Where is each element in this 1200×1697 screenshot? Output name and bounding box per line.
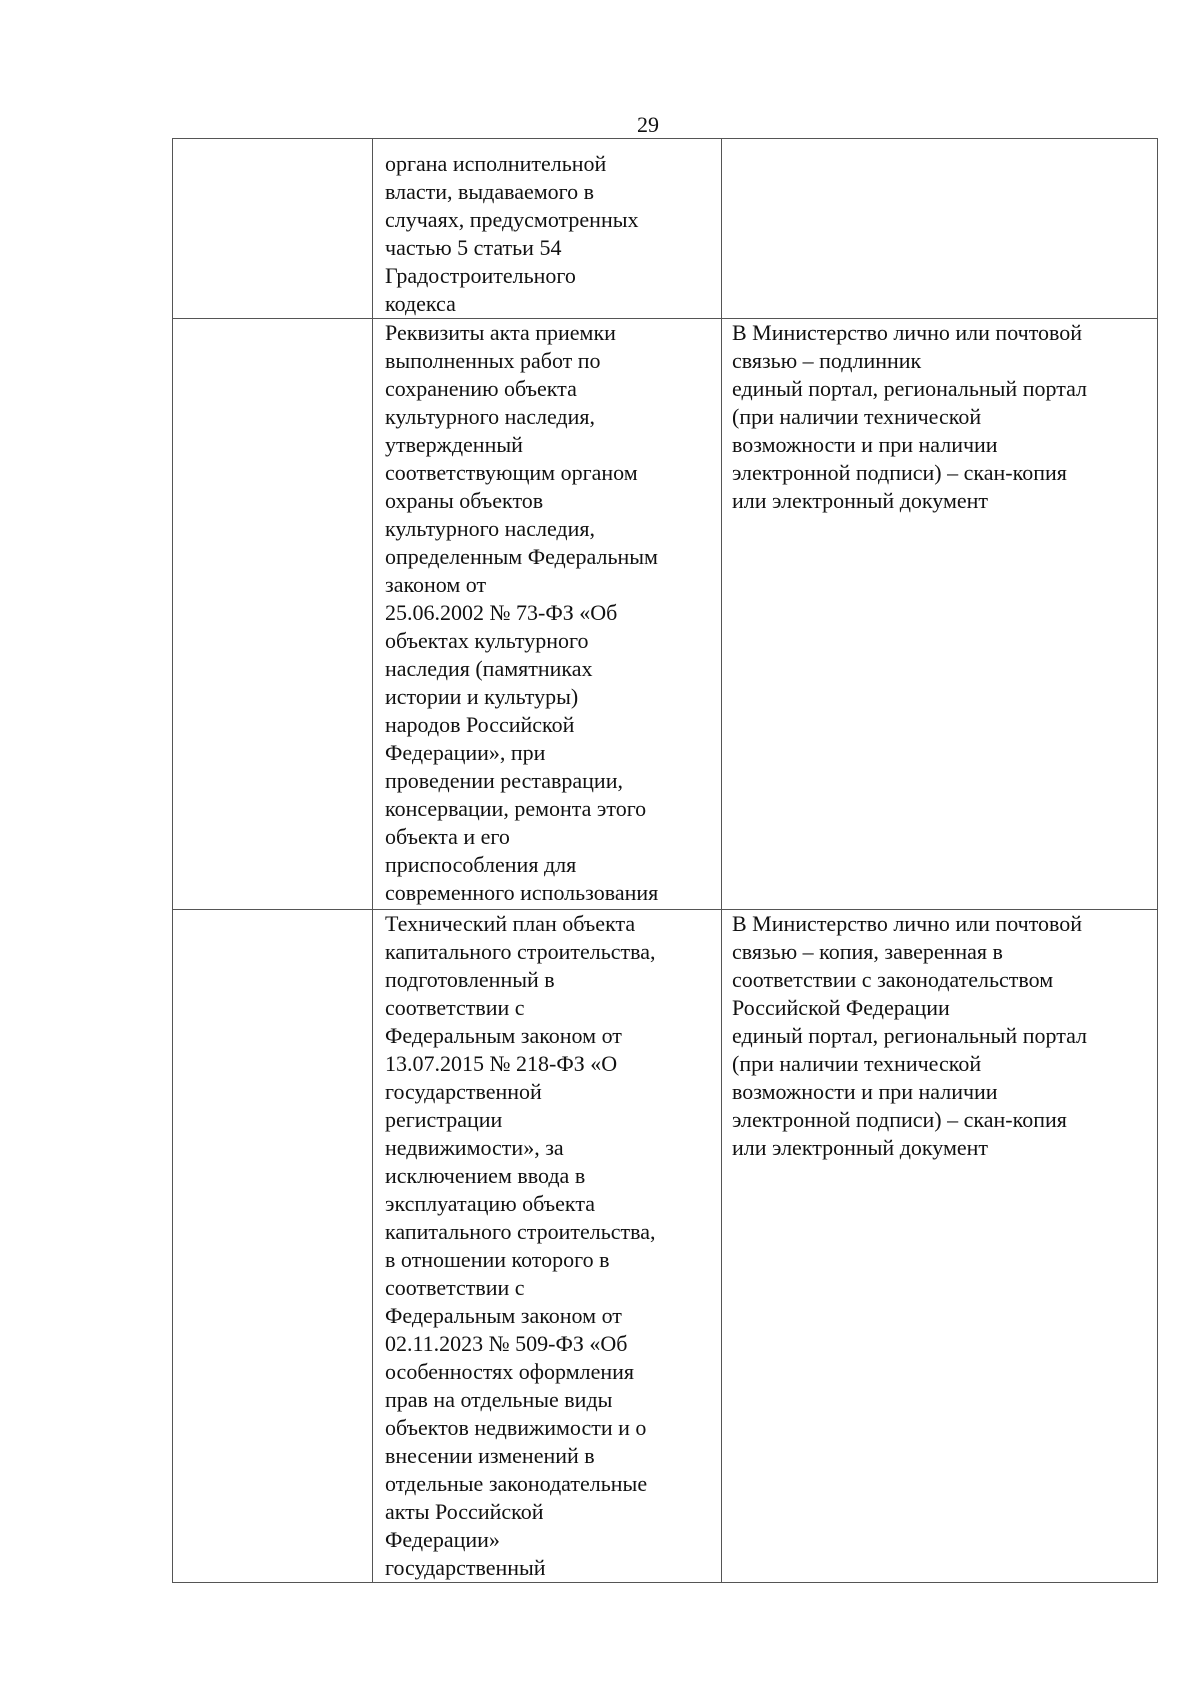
- document-line: кодекса: [385, 291, 456, 316]
- empty-cell: [173, 139, 373, 319]
- submission-method-cell: [722, 319, 1158, 910]
- document-line: власти, выдаваемого в: [385, 179, 595, 204]
- document-line: акты Российской: [385, 1499, 544, 1524]
- table-row: [173, 139, 1158, 319]
- documents-table: [172, 138, 1158, 1583]
- method-line: (при наличии технической: [732, 1051, 982, 1076]
- document-line: регистрации: [385, 1107, 503, 1132]
- submission-method-cell: [722, 139, 1158, 319]
- method-line: единый портал, региональный портал: [732, 376, 1088, 401]
- document-line: Федерации», при: [385, 740, 546, 765]
- document-line: капитального строительства,: [385, 939, 656, 964]
- document-line: культурного наследия,: [385, 516, 595, 541]
- method-line: Российской Федерации: [732, 995, 950, 1020]
- document-line: наследия (памятниках: [385, 656, 593, 681]
- table-row: [173, 319, 1158, 910]
- document-line: эксплуатацию объекта: [385, 1191, 595, 1216]
- document-line: охраны объектов: [385, 488, 544, 513]
- document-line: исключением ввода в: [385, 1163, 586, 1188]
- document-line: соответствии с: [385, 1275, 525, 1300]
- document-line: 13.07.2015 № 218-ФЗ «О: [385, 1051, 618, 1076]
- empty-cell: [173, 319, 373, 910]
- document-cell: [373, 910, 722, 1583]
- document-line: частью 5 статьи 54: [385, 235, 562, 260]
- document-line: определенным Федеральным: [385, 544, 658, 569]
- document-line: внесении изменений в: [385, 1443, 595, 1468]
- document-line: органа исполнительной: [385, 151, 607, 176]
- document-line: сохранению объекта: [385, 376, 577, 401]
- document-line: капитального строительства,: [385, 1219, 656, 1244]
- document-line: государственной: [385, 1079, 542, 1104]
- document-line: соответствии с: [385, 995, 525, 1020]
- document-line: приспособления для: [385, 852, 577, 877]
- method-line: или электронный документ: [732, 1135, 989, 1160]
- document-line: отдельные законодательные: [385, 1471, 648, 1496]
- method-line: соответствии с законодательством: [732, 967, 1054, 992]
- document-line: подготовленный в: [385, 967, 555, 992]
- method-line: единый портал, региональный портал: [732, 1023, 1088, 1048]
- document-line: Градостроительного: [385, 263, 576, 288]
- document-line: консервации, ремонта этого: [385, 796, 647, 821]
- document-line: культурного наследия,: [385, 404, 595, 429]
- document-line: объектах культурного: [385, 628, 589, 653]
- document-line: Федерации»: [385, 1527, 500, 1552]
- document-line: прав на отдельные виды: [385, 1387, 613, 1412]
- method-line: связью – подлинник: [732, 348, 922, 373]
- method-line: электронной подписи) – скан-копия: [732, 1107, 1067, 1132]
- empty-cell: [173, 910, 373, 1583]
- method-line: электронной подписи) – скан-копия: [732, 460, 1067, 485]
- document-line: объектов недвижимости и о: [385, 1415, 647, 1440]
- document-line: особенностях оформления: [385, 1359, 635, 1384]
- document-line: истории и культуры): [385, 684, 579, 709]
- method-line: или электронный документ: [732, 488, 989, 513]
- document-line: Федеральным законом от: [385, 1023, 622, 1048]
- table-row: [173, 910, 1158, 1583]
- document-line: 25.06.2002 № 73-ФЗ «Об: [385, 600, 618, 625]
- document-line: соответствующим органом: [385, 460, 638, 485]
- document-line: объекта и его: [385, 824, 510, 849]
- document-line: выполненных работ по: [385, 348, 601, 373]
- method-line: В Министерство лично или почтовой: [732, 320, 1083, 345]
- document-line: современного использования: [385, 880, 659, 905]
- document-line: утвержденный: [385, 432, 523, 457]
- document-line: случаях, предусмотренных: [385, 207, 639, 232]
- method-line: В Министерство лично или почтовой: [732, 911, 1083, 936]
- document-line: проведении реставрации,: [385, 768, 623, 793]
- method-line: (при наличии технической: [732, 404, 982, 429]
- document-cell: [373, 319, 722, 910]
- document-line: Технический план объекта: [385, 911, 636, 936]
- document-cell: [373, 139, 722, 319]
- document-line: народов Российской: [385, 712, 575, 737]
- document-line: в отношении которого в: [385, 1247, 610, 1272]
- document-line: 02.11.2023 № 509-ФЗ «Об: [385, 1331, 628, 1356]
- method-line: возможности и при наличии: [732, 432, 998, 457]
- document-line: Реквизиты акта приемки: [385, 320, 616, 345]
- method-line: возможности и при наличии: [732, 1079, 998, 1104]
- document-line: государственный: [385, 1555, 546, 1580]
- page-number: 29: [637, 112, 659, 137]
- document-line: Федеральным законом от: [385, 1303, 622, 1328]
- document-line: законом от: [385, 572, 487, 597]
- submission-method-cell: [722, 910, 1158, 1583]
- method-line: связью – копия, заверенная в: [732, 939, 1003, 964]
- document-line: недвижимости», за: [385, 1135, 564, 1160]
